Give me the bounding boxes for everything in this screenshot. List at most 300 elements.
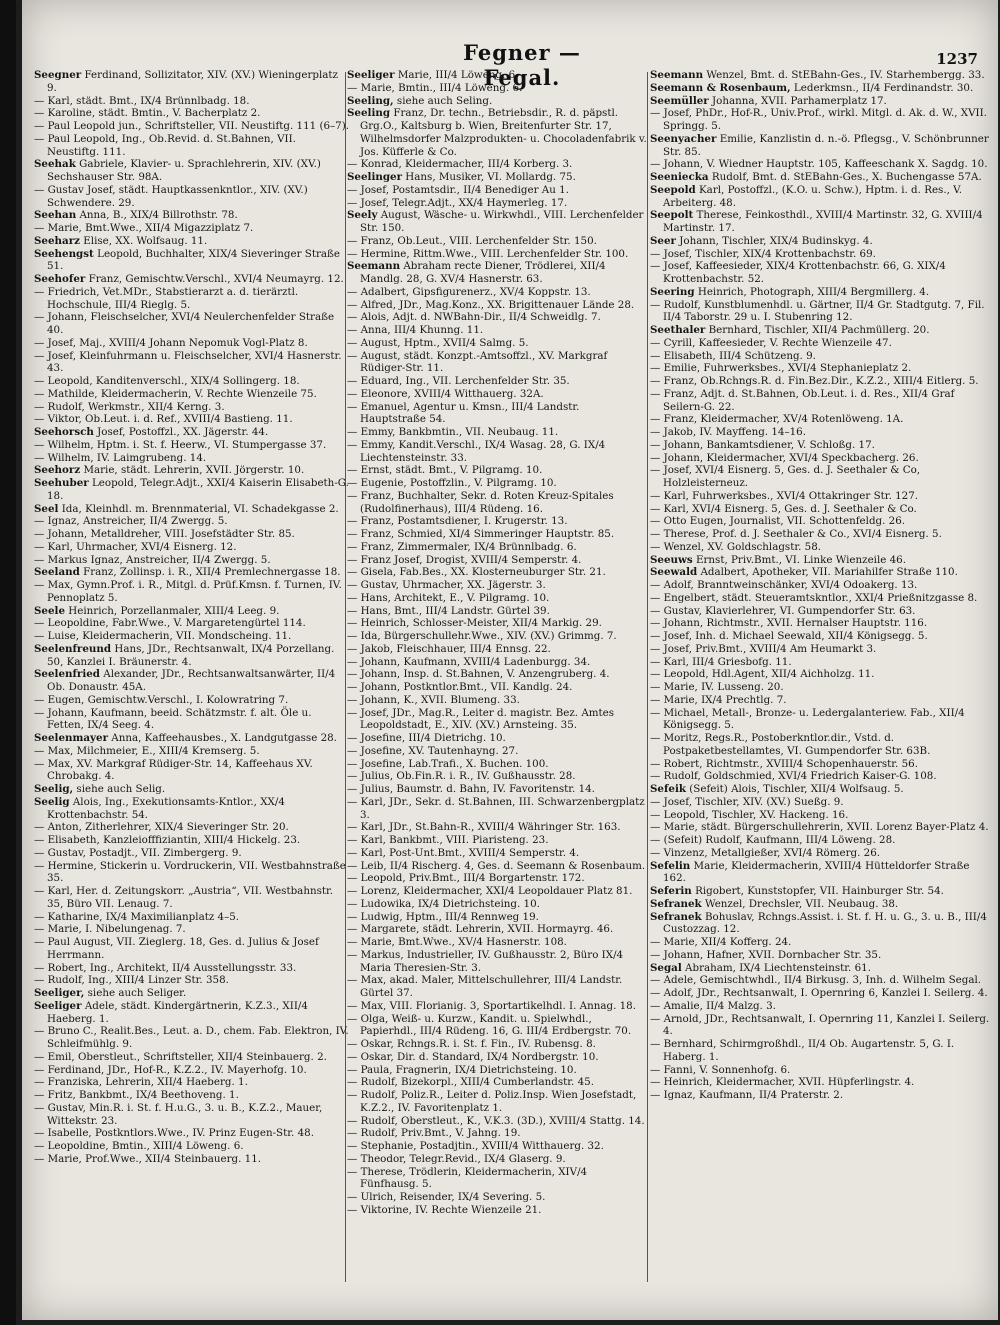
directory-entry <box>34 643 349 669</box>
entry-surname: Seehuber <box>34 477 89 489</box>
directory-entry <box>34 847 349 860</box>
directory-entry <box>347 834 647 847</box>
entry-details: — Max, VIII. Florianig. 3, Sportartikelhdl. I. Annag. 18. <box>347 999 636 1012</box>
directory-entry <box>650 681 994 694</box>
entry-details: — Cyrill, Kaffeesieder, V. Rechte Wienzeile 47. <box>650 336 892 349</box>
entry-surname: Seering <box>650 285 695 298</box>
entry-details: Leopold, Buchhalter, XIX/4 Sieveringer Straße 51. <box>47 247 341 273</box>
directory-entry <box>347 1038 647 1051</box>
directory-entry <box>34 107 349 120</box>
entry-details: — Karl, Uhrmacher, XVI/4 Eisnerg. 12. <box>34 540 237 553</box>
entry-details: — Johann, Postkntlor.Bmt., VII. Kandlg. 24. <box>347 681 573 693</box>
directory-entry <box>347 439 647 465</box>
entry-details: — Therese, Trödlerin, Kleidermacherin, XIV/4 Fünfhausg. 5. <box>347 1165 588 1191</box>
directory-entry <box>650 541 994 554</box>
directory-entry <box>34 1051 349 1064</box>
directory-entry <box>347 464 647 477</box>
entry-details: — Wilhelm, Hptm. i. St. f. Heerw., VI. Stumpergasse 37. <box>34 438 327 451</box>
directory-entry <box>34 69 349 95</box>
entry-surname: Seeling <box>347 107 391 120</box>
entry-details: — Wilhelm, IV. Laimgrubeng. 14. <box>34 451 207 464</box>
directory-entry <box>34 1153 349 1166</box>
directory-entry <box>34 133 349 159</box>
directory-entry <box>347 528 647 541</box>
directory-entry <box>347 885 647 898</box>
directory-entry <box>347 350 647 376</box>
directory-entry <box>347 1204 647 1217</box>
directory-entry <box>34 541 349 554</box>
directory-entry <box>347 209 647 235</box>
entry-surname: Seele <box>34 604 66 617</box>
directory-entry <box>34 528 349 541</box>
entry-details: — Ignaz, Anstreicher, II/4 Zwergg. 5. <box>34 515 228 528</box>
directory-entry <box>650 758 994 771</box>
entry-details: — Johann, Richtmstr., XVII. Hernalser Hauptstr. 116. <box>650 617 928 630</box>
directory-entry <box>34 184 349 210</box>
directory-entry <box>34 923 349 936</box>
entry-details: — Julius, Ob.Fin.R. i. R., IV. Gußhausstr. 28. <box>347 770 576 783</box>
entry-details: — Gustav Josef, städt. Hauptkassenkntlor., XIV. (XV.) Schwendere. 29. <box>34 183 308 209</box>
directory-entry <box>34 1000 349 1026</box>
directory-entry <box>650 860 994 886</box>
directory-entry <box>347 490 647 516</box>
entry-details: Emilie, Kanzlistin d. n.-ö. Pflegsg., V. Schönbrunner Str. 85. <box>663 132 989 158</box>
entry-details: — Marie, XII/4 Kofferg. 24. <box>650 936 792 948</box>
entry-details: — Franziska, Lehrerin, XII/4 Haeberg. 1. <box>34 1076 248 1089</box>
entry-details: — Marie, IX/4 Prechtlg. 7. <box>650 693 787 706</box>
entry-details: — Ferdinand, JDr., Hof-R., K.Z.2., IV. Mayerhofg. 10. <box>34 1063 307 1076</box>
entry-details: — Franz, Schmied, XI/4 Simmeringer Hauptstr. 85. <box>347 528 615 540</box>
entry-surname: Seelenmayer <box>34 732 109 744</box>
entry-surname: Seehorsch <box>34 426 94 438</box>
entry-details: Anna, B., XIX/4 Billrothstr. 78. <box>76 209 238 222</box>
entry-details: — Mathilde, Kleidermacherin, V. Rechte Wienzeile 75. <box>34 387 317 400</box>
directory-entry <box>347 515 647 528</box>
entry-details: — Johann, Kaufmann, beeid. Schätzmstr. f. alt. Öle u. Fetten, IX/4 Seeg. 4. <box>34 706 312 732</box>
directory-entry <box>650 503 994 516</box>
directory-entry <box>650 898 994 911</box>
entry-details: — Emmy, Bankbmtin., VII. Neubaug. 11. <box>347 426 559 438</box>
entry-details: — Therese, Prof. d. J. Seethaler & Co., XVI/4 Eisnerg. 5. <box>650 528 942 540</box>
entry-details: — Marie, Prof.Wwe., XII/4 Steinbauerg. 11. <box>34 1152 262 1165</box>
entry-details: — Julius, Baumstr. d. Bahn, IV. Favoritenstr. 14. <box>347 783 595 795</box>
directory-entry <box>650 554 994 567</box>
entry-details: — Leib, II/4 Rischerg. 4, Ges. d. Seemann & Rosenbaum. <box>347 859 646 872</box>
entry-details: — Rudolf, Goldschmied, XVI/4 Friedrich Kaiser-G. 108. <box>650 770 937 783</box>
directory-entry <box>347 630 647 643</box>
entry-details: — Michael, Metall-, Bronze- u. Ledergalanteriew. Fab., XII/4 Königsegg. 5. <box>650 706 965 732</box>
entry-details: — Karl, JDr., Sekr. d. St.Bahnen, III. Schwarzenbergplatz 3. <box>347 795 645 821</box>
directory-entry <box>650 1038 994 1064</box>
directory-entry <box>347 1076 647 1089</box>
directory-entry <box>347 299 647 312</box>
directory-entry <box>34 1025 349 1051</box>
entry-surname: Seehengst <box>34 247 94 260</box>
directory-entry <box>347 770 647 783</box>
directory-entry <box>650 630 994 643</box>
entry-details: Josef, Postoffzl., XX. Jägerstr. 44. <box>93 426 269 438</box>
entry-details: — Moritz, Regs.R., Postoberkntlor.dir., Vstd. d. Postpaketbestellamtes, VI. Gumpendorfer Str. 63B. <box>650 732 931 757</box>
entry-details: Ida, Kleinhdl. m. Brennmaterial, VI. Schadekgasse 2. <box>58 502 339 515</box>
entry-details: — Konrad, Kleidermacher, III/4 Korberg. 3. <box>347 158 573 171</box>
directory-entry <box>347 82 647 95</box>
entry-surname: Seelenfreund <box>34 642 112 655</box>
entry-details: — Karl, städt. Bmt., IX/4 Brünnlbadg. 18. <box>34 94 250 107</box>
entry-details: — Ulrich, Reisender, IX/4 Severing. 5. <box>347 1191 546 1203</box>
entry-details: — Max, Milchmeier, E., XIII/4 Kremserg. 5. <box>34 744 260 757</box>
directory-entry <box>650 949 994 962</box>
directory-entry <box>650 656 994 669</box>
entry-details: Anna, Kaffeehausbes., X. Landgutgasse 28. <box>108 732 337 744</box>
entry-details: — Fritz, Bankbmt., IX/4 Beethoveng. 1. <box>34 1089 239 1101</box>
directory-entry <box>34 987 349 1000</box>
directory-entry <box>347 1089 647 1115</box>
directory-entry <box>34 222 349 235</box>
entry-surname: Seferin <box>650 885 692 897</box>
directory-entry <box>650 248 994 261</box>
entry-details: — Gisela, Fab.Bes., XX. Klosterneuburger Str. 21. <box>347 566 606 579</box>
entry-details: — Jakob, IV. Mayffeng. 14–16. <box>650 426 806 438</box>
entry-details: — Franz, Buchhalter, Sekr. d. Roten Kreuz-Spitales (Rudolfinerhaus), III/4 Rüdeng. 16. <box>347 489 614 515</box>
entry-details: — Josef, Priv.Bmt., XVIII/4 Am Heumarkt 3. <box>650 642 877 655</box>
directory-entry <box>650 107 994 133</box>
entry-details: — Karl, JDr., St.Bahn-R., XVIII/4 Währinger Str. 163. <box>347 821 621 834</box>
directory-entry <box>650 95 994 108</box>
directory-entry <box>347 1013 647 1039</box>
entry-details: — Emanuel, Agentur u. Kmsn., III/4 Landstr. Hauptstraße 54. <box>347 400 580 426</box>
entry-details: — Johann, V. Wiedner Hauptstr. 105, Kaffeeschank X. Sagdg. 10. <box>650 158 988 171</box>
entry-details: Johanna, XVII. Parhamerplatz 17. <box>708 94 887 107</box>
entry-details: — Max, akad. Maler, Mittelschullehrer, III/4 Landstr. Gürtel 37. <box>347 974 623 999</box>
scan-edge <box>0 0 16 1325</box>
entry-surname: Seemüller <box>650 94 709 107</box>
entry-surname: Sefelin <box>650 859 691 872</box>
directory-entry <box>347 1000 647 1013</box>
directory-entry <box>34 120 349 133</box>
entry-details: — Franz, Ob.Rchngs.R. d. Fin.Bez.Dir., K.Z.2., XIII/4 Eitlerg. 5. <box>650 375 979 387</box>
directory-entry <box>347 260 647 286</box>
entry-details: Franz, Dr. techn., Betriebsdir., R. d. päpstl. Grg.O., Kaltsburg b. Wien, Breitenfurter Str. 17, Wilhelmsdorfer Malzprodukten- u. Chocoladenfabrik v. Jos. Küfferle & Co. <box>360 107 647 158</box>
directory-entry <box>34 158 349 184</box>
entry-details: — Robert, Ing., Architekt, II/4 Ausstellungsstr. 33. <box>34 961 297 974</box>
directory-entry <box>347 184 647 197</box>
directory-entry <box>650 770 994 783</box>
directory-entry <box>347 1153 647 1166</box>
entry-details: — Gustav, Klavierlehrer, VI. Gumpendorfer Str. 63. <box>650 604 916 617</box>
directory-entry <box>347 1051 647 1064</box>
entry-details: — Rudolf, Oberstleut., K., V.K.3. (3D.), XVIII/4 Stattg. 14. <box>347 1114 645 1127</box>
directory-entry <box>347 171 647 184</box>
entry-details: — Emil, Oberstleut., Schriftsteller, XII/4 Steinbauerg. 2. <box>34 1050 327 1063</box>
directory-entry <box>347 707 647 733</box>
entry-details: — Theodor, Telegr.Revid., IX/4 Glaserg. 9. <box>347 1152 566 1165</box>
entry-surname: Seeliger, <box>34 987 85 999</box>
entry-details: — Katharine, IX/4 Maximilianplatz 4–5. <box>34 910 240 923</box>
entry-details: — Olga, Weiß- u. Kurzw., Kandit. u. Spielwhdl., Papierhdl., III/4 Rüdeng. 16, G. III/4 Erdbergstr. 70. <box>347 1012 632 1038</box>
entry-details: Ernst, Priv.Bmt., VI. Linke Wienzeile 46. <box>692 553 906 566</box>
directory-entry <box>34 337 349 350</box>
entry-details: — August, Hptm., XVII/4 Salmg. 5. <box>347 336 529 349</box>
entry-details: — Karl, XVI/4 Eisnerg. 5, Ges. d. J. Seethaler & Co. <box>650 502 917 515</box>
entry-details: — Heinrich, Schlosser-Meister, XII/4 Markig. 29. <box>347 617 602 630</box>
entry-surname: Seeliger <box>34 999 82 1012</box>
entry-surname: Seehan <box>34 209 77 222</box>
entry-details: — Elisabeth, III/4 Schützeng. 9. <box>650 349 816 362</box>
directory-entry <box>347 643 647 656</box>
entry-details: — August, städt. Konzpt.-Amtsoffzl., XV. Markgraf Rüdiger-Str. 11. <box>347 349 608 375</box>
directory-entry <box>347 1166 647 1192</box>
entry-details: — Josefine, Lab.Trafi., X. Buchen. 100. <box>347 757 549 770</box>
directory-entry <box>650 821 994 834</box>
entry-details: — Karoline, städt. Bmtin., V. Bacherplatz 2. <box>34 107 261 120</box>
directory-entry <box>650 324 994 337</box>
entry-details: — Marie, Bmt.Wwe., XV/4 Hasnerstr. 108. <box>347 936 567 948</box>
directory-entry <box>650 515 994 528</box>
entry-details: — Emmy, Kandit.Verschl., IX/4 Wasag. 28, G. IX/4 Liechtensteinstr. 33. <box>347 438 606 464</box>
directory-entry <box>347 758 647 771</box>
directory-entry <box>347 375 647 388</box>
entry-surname: Sefranek <box>650 910 702 923</box>
page-number: 1237 <box>936 50 978 68</box>
entry-details: — Gustav, Postadjt., VII. Zimbergerg. 9. <box>34 846 242 859</box>
directory-entry <box>347 617 647 630</box>
entry-surname: Seehorz <box>34 464 81 477</box>
directory-entry <box>347 388 647 401</box>
entry-details: Marie, III/4 Löweng. 6. <box>394 69 519 81</box>
entry-details: — Ignaz, Kaufmann, II/4 Praterstr. 2. <box>650 1089 844 1101</box>
entry-details: — Jakob, Fleischhauer, III/4 Ennsg. 22. <box>347 642 551 655</box>
directory-entry <box>650 834 994 847</box>
directory-entry <box>347 923 647 936</box>
entry-details: — Josef, Maj., XVIII/4 Johann Nepomuk Vogl-Platz 8. <box>34 336 308 349</box>
entry-details: — Franz, Ob.Leut., VIII. Lerchenfelder Str. 150. <box>347 234 597 247</box>
entry-details: Rigobert, Kunststopfer, VII. Hainburger Str. 54. <box>691 885 944 897</box>
directory-entry <box>34 694 349 707</box>
entry-details: — Rudolf, Bizekorpl., XIII/4 Cumberlandstr. 45. <box>347 1076 594 1089</box>
directory-entry <box>650 566 994 579</box>
entry-details: Heinrich, Porzellanmaler, XIII/4 Leeg. 9. <box>65 604 280 617</box>
directory-entry <box>347 554 647 567</box>
entry-details: — Stephanie, Postadjtin., XVIII/4 Witthauerg. 32. <box>347 1140 604 1152</box>
entry-surname: Seeniecka <box>650 171 709 183</box>
entry-details: — Ludowika, IX/4 Dietrichsteing. 10. <box>347 897 540 910</box>
entry-details: — Leopold, Kanditenverschl., XIX/4 Sollingerg. 18. <box>34 375 300 387</box>
entry-details: — Max, Gymn.Prof. i. R., Mitgl. d. Prüf.Kmsn. f. Turnen, IV. Pennoplatz 5. <box>34 579 342 604</box>
entry-surname: Seelenfried <box>34 668 101 681</box>
directory-entry <box>347 401 647 427</box>
entry-details: — Franz, Adjt. d. St.Bahnen, Ob.Leut. i. d. Res., XII/4 Graf Seilern-G. 22. <box>650 387 955 413</box>
entry-details: — Paul Leopold jun., Schriftsteller, VII. Neustiftg. 111 (6–7). <box>34 120 349 132</box>
entry-details: Wenzel, Bmt. d. StEBahn-Ges., IV. Starhembergg. 33. <box>703 69 985 81</box>
directory-entry <box>347 592 647 605</box>
directory-entry <box>34 426 349 439</box>
directory-entry <box>347 694 647 707</box>
directory-entry <box>34 605 349 618</box>
entry-details: — Leopoldine, Bmtin., XIII/4 Löweng. 6. <box>34 1140 244 1152</box>
directory-entry <box>34 1102 349 1128</box>
directory-entry <box>650 847 994 860</box>
entry-details: — Max, XV. Markgraf Rüdiger-Str. 14, Kaffeehaus XV. Chrobakg. 4. <box>34 757 313 783</box>
directory-entry <box>650 796 994 809</box>
directory-entry <box>650 439 994 452</box>
entry-details: — Marie, Bmtin., III/4 Löweng. 6. <box>347 81 523 94</box>
directory-entry <box>34 617 349 630</box>
directory-entry <box>347 974 647 1000</box>
entry-details: Rudolf, Bmt. d. StEBahn-Ges., X. Buchengasse 57A. <box>708 171 982 183</box>
directory-entry <box>34 796 349 822</box>
entry-details: — Franz Josef, Drogist, XVIII/4 Semperstr. 4. <box>347 553 582 566</box>
directory-entry <box>34 783 349 796</box>
entry-details: Franz, Gemischtw.Verschl., XVI/4 Neumayrg. 12. <box>85 273 344 285</box>
directory-entry <box>34 630 349 643</box>
entry-details: — Marie, I. Nibelungenag. 7. <box>34 923 186 936</box>
directory-entry <box>347 286 647 299</box>
entry-details: Adalbert, Apotheker, VII. Mariahilfer Straße 110. <box>697 566 958 579</box>
directory-entry <box>347 783 647 796</box>
entry-details: Marie, Kleidermacherin, XVIII/4 Hütteldorfer Straße 162. <box>663 859 970 885</box>
directory-entry <box>34 1089 349 1102</box>
entry-details: — Friedrich, Vet.MDr., Stabstierarzt a. d. tierärztl. Hochschule, III/4 Rieglg. 5. <box>34 285 299 311</box>
entry-details: — Ludwig, Hptm., III/4 Rennweg 19. <box>347 910 539 923</box>
directory-entry <box>34 860 349 886</box>
directory-entry <box>650 426 994 439</box>
entry-surname: Sefranek <box>650 897 702 910</box>
entry-details: — Hermine, Stickerin u. Vordruckerin, VII. Westbahnstraße 35. <box>34 859 346 885</box>
entry-details: — Karl, III/4 Griesbofg. 11. <box>650 655 792 668</box>
entry-details: — Paul August, VII. Zieglerg. 18, Ges. d. Julius & Josef Herrmann. <box>34 936 319 961</box>
directory-entry <box>650 158 994 171</box>
entry-details: Adele, städt. Kindergärtnerin, K.Z.3., XII/4 Haeberg. 1. <box>47 999 308 1025</box>
entry-details: — Hans, Architekt, E., V. Pilgramg. 10. <box>347 591 550 604</box>
entry-details: — Karl, Fuhrwerksbes., XVI/4 Ottakringer Str. 127. <box>650 489 919 502</box>
entry-surname: Seer <box>650 234 676 247</box>
entry-details: — Bruno C., Realit.Bes., Leut. a. D., chem. Fab. Elektron, IV. Schleifmühlg. 9. <box>34 1025 349 1050</box>
entry-details: — Leopold, Hdl.Agent, XII/4 Aichholzg. 11. <box>650 668 875 681</box>
entry-surname: Seeling, <box>347 94 394 107</box>
directory-entry <box>347 1064 647 1077</box>
entry-details: — Marie, Bmt.Wwe., XII/4 Migazziplatz 7. <box>34 222 254 234</box>
directory-entry <box>34 668 349 694</box>
directory-entry <box>34 579 349 605</box>
entry-details: — Josefine, III/4 Dietrichg. 10. <box>347 732 506 744</box>
entry-details: — Eleonore, XVIII/4 Witthauerg. 32A. <box>347 387 544 400</box>
directory-entry <box>347 1115 647 1128</box>
directory-entry <box>34 209 349 222</box>
directory-entry <box>34 707 349 733</box>
directory-entry <box>347 732 647 745</box>
directory-entry <box>650 783 994 796</box>
entry-details: — Margarete, städt. Lehrerin, XVII. Hormayrg. 46. <box>347 923 614 936</box>
entry-details: Lederkmsn., II/4 Ferdinandstr. 30. <box>790 81 974 94</box>
directory-entry <box>347 95 647 108</box>
directory-entry <box>650 707 994 733</box>
directory-entry <box>650 732 994 758</box>
directory-entry <box>34 248 349 274</box>
directory-entry <box>347 107 647 158</box>
entry-surname: Seepold <box>650 183 696 196</box>
entry-surname: Seeuws <box>650 553 693 566</box>
entry-details: — Adalbert, Gipsfigurenerz., XV/4 Koppstr. 13. <box>347 285 591 298</box>
entry-details: — Anna, III/4 Khunng. 11. <box>347 324 484 336</box>
entry-details: — Josef, Tischler, XIV. (XV.) Sueßg. 9. <box>650 795 844 808</box>
directory-entry <box>650 413 994 426</box>
directory-entry <box>34 554 349 567</box>
entry-details: (Sefeit) Alois, Tischler, XII/4 Wolfsaug. 5. <box>686 783 904 795</box>
entry-details: — Markus Ignaz, Anstreicher, II/4 Zwergg. 5. <box>34 553 271 566</box>
entry-details: Ferdinand, Sollizitator, XIV. (XV.) Wieningerplatz 9. <box>47 69 338 94</box>
directory-entry <box>347 337 647 350</box>
entry-details: — Leopold, Priv.Bmt., III/4 Borgartenstr. 172. <box>347 872 585 885</box>
entry-details: — Ida, Bürgerschullehr.Wwe., XIV. (XV.) Grimmg. 7. <box>347 630 617 642</box>
directory-entry <box>34 286 349 312</box>
entry-details: Bernhard, Tischler, XII/4 Pachmüllerg. 20. <box>705 324 930 336</box>
directory-entry <box>650 452 994 465</box>
entry-details: Abraham recte Diener, Trödlerei, XII/4 Mandlg. 28, G. XV/4 Hasnerstr. 63. <box>360 260 606 285</box>
directory-entry <box>347 821 647 834</box>
directory-entry <box>650 1064 994 1077</box>
directory-entry <box>650 987 994 1000</box>
directory-entry <box>650 936 994 949</box>
directory-entry <box>34 515 349 528</box>
entry-surname: Seehofer <box>34 273 86 285</box>
directory-entry <box>34 834 349 847</box>
directory-entry <box>347 668 647 681</box>
entry-details: siehe auch Selig. <box>73 783 166 795</box>
directory-entry <box>650 579 994 592</box>
directory-entry <box>34 885 349 911</box>
directory-entry <box>650 1000 994 1013</box>
entry-details: Johann, Tischler, XIX/4 Budinskyg. 4. <box>675 234 873 247</box>
entry-details: — Otto Eugen, Journalist, VII. Schottenfeldg. 26. <box>650 515 906 528</box>
entry-details: — Johann, Fleischselcher, XVI/4 Neulerchenfelder Straße 40. <box>34 311 335 336</box>
entry-details: — Rudolf, Werkmstr., XII/4 Kerng. 3. <box>34 400 225 413</box>
directory-entry <box>34 1140 349 1153</box>
entry-details: — Johann, Insp. d. St.Bahnen, V. Anzengruberg. 4. <box>347 668 610 681</box>
entry-details: — Johann, K., XVII. Blumeng. 33. <box>347 693 520 706</box>
directory-entry <box>347 1127 647 1140</box>
entry-details: — Lorenz, Kleidermacher, XXI/4 Leopoldauer Platz 81. <box>347 885 633 897</box>
directory-entry <box>347 158 647 171</box>
entry-details: — Adolf, Branntweinschänker, XVI/4 Odoakerg. 13. <box>650 579 918 591</box>
directory-entry <box>347 681 647 694</box>
directory-entry <box>34 273 349 286</box>
directory-entry <box>650 1076 994 1089</box>
directory-entry <box>347 69 647 82</box>
entry-details: — Amalie, II/4 Malzg. 3. <box>650 999 776 1012</box>
entry-details: — Josefine, XV. Tautenhayng. 27. <box>347 744 519 757</box>
entry-details: Leopold, Telegr.Adjt., XXI/4 Kaiserin Elisabeth-G. 18. <box>47 477 349 502</box>
directory-entry <box>347 796 647 822</box>
entry-details: Bohuslav, Rchngs.Assist. i. St. f. H. u. G., 3. u. B., III/4 Custozzag. 12. <box>663 910 987 936</box>
entry-details: — Johann, Hafner, XVII. Dornbacher Str. 35. <box>650 948 882 961</box>
entry-details: — Heinrich, Kleidermacher, XVII. Hüpferlingstr. 4. <box>650 1076 915 1089</box>
directory-entry <box>650 235 994 248</box>
entry-details: — Eugen, Gemischtw.Verschl., I. Kolowratring 7. <box>34 693 289 706</box>
column-divider <box>647 72 648 1282</box>
directory-entry <box>34 375 349 388</box>
entry-surname: Seemann & Rosenbaum, <box>650 81 791 94</box>
directory-entry <box>347 541 647 554</box>
entry-details: — Paula, Fragnerin, IX/4 Dietrichsteing. 10. <box>347 1063 577 1076</box>
directory-entry <box>34 388 349 401</box>
directory-entry <box>347 745 647 758</box>
directory-entry <box>650 350 994 363</box>
directory-entry <box>650 962 994 975</box>
directory-entry <box>650 184 994 210</box>
entry-details: — Josef, Postamtsdir., II/4 Benediger Au 1. <box>347 183 569 196</box>
entry-details: Alexander, JDr., Rechtsanwaltsanwärter, II/4 Ob. Donaustr. 45A. <box>47 668 336 693</box>
entry-details: — Rudolf, Priv.Bmt., V. Jahng. 19. <box>347 1127 521 1140</box>
